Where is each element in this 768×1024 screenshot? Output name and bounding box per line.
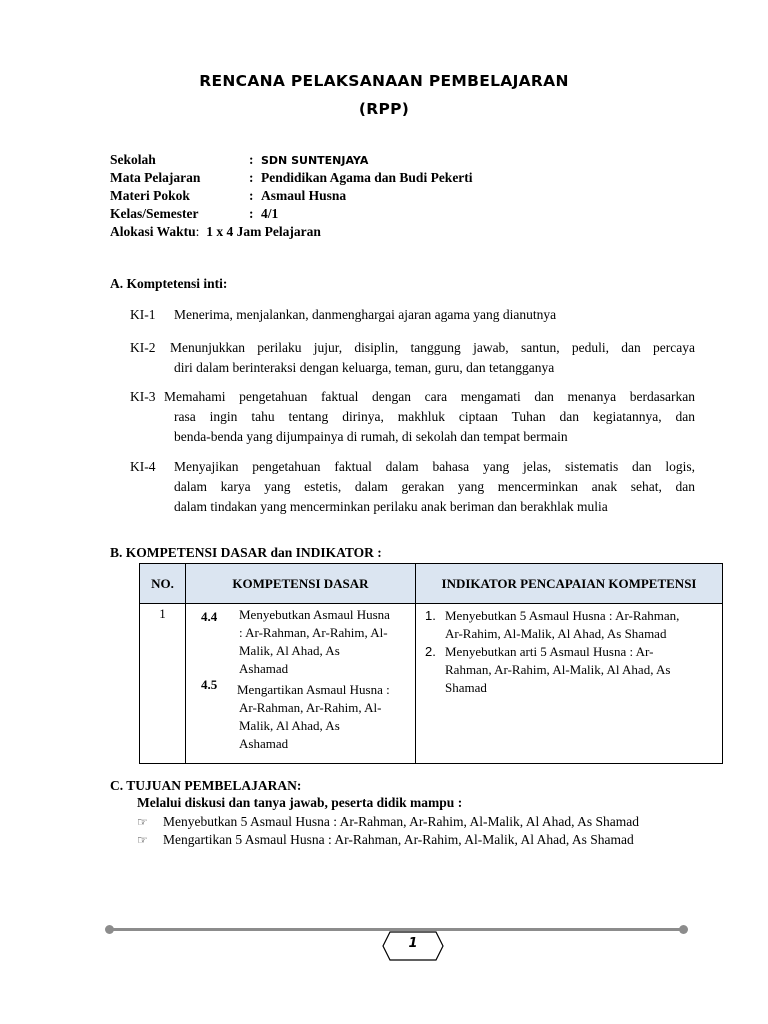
ki-4-first-line xyxy=(130,457,695,477)
ki-4-line-2: dalam karya yang estetis, dalam gerakan yang mencerminkan anak sehat, dan xyxy=(174,479,695,494)
indikator-text xyxy=(445,607,679,643)
ki-2-line-1: Menunjukkan perilaku jujur, disiplin, tanggung jawab, santun, peduli, dan percaya xyxy=(170,340,695,355)
goal-text: Mengartikan 5 Asmaul Husna : Ar-Rahman, Ar-Rahim, Al-Malik, Al Ahad, As Shamad xyxy=(163,832,634,847)
indikator-line: Rahman, Ar-Rahim, Al-Malik, Al Ahad, As xyxy=(445,662,671,677)
page-number: 1 xyxy=(408,936,418,951)
header-kompetensi-dasar: KOMPETENSI DASAR xyxy=(186,564,416,604)
list-item xyxy=(137,831,634,849)
alokasi-waktu-value: 1 x 4 Jam Pelajaran xyxy=(206,224,321,239)
alokasi-waktu-colon: : xyxy=(195,224,200,239)
sekolah-label: Sekolah xyxy=(110,152,156,167)
kd-line: Malik, Al Ahad, As xyxy=(239,718,340,733)
kelas-semester-value: 4/1 xyxy=(261,206,279,221)
sekolah-value: SDN SUNTENJAYA xyxy=(261,154,369,167)
document-title: RENCANA PELAKSANAAN PEMBELAJARAN xyxy=(199,72,569,90)
section-b-heading: B. KOMPETENSI DASAR dan INDIKATOR : xyxy=(110,545,382,560)
materi-pokok-value: Asmaul Husna xyxy=(261,188,347,203)
kd-line: Ashamad xyxy=(239,661,289,676)
kd-line: : Ar-Rahman, Ar-Rahim, Al- xyxy=(239,625,388,640)
kd-line: Menyebutkan Asmaul Husna xyxy=(239,607,390,622)
ki-2 xyxy=(130,338,695,378)
pointing-hand-icon: ☞ xyxy=(137,815,148,829)
goal-text: Menyebutkan 5 Asmaul Husna : Ar-Rahman, Ar-Rahim, Al-Malik, Al Ahad, As Shamad xyxy=(163,814,640,829)
table-header-row xyxy=(140,564,723,604)
list-item xyxy=(425,607,717,643)
mata-pelajaran-label: Mata Pelajaran xyxy=(110,170,201,185)
footer-divider-end-right xyxy=(679,925,688,934)
ki-3-line-1: Memahami pengetahuan faktual dengan cara mengamati dan menanya berdasarkan xyxy=(164,389,695,404)
alokasi-waktu-label-text: Alokasi Waktu xyxy=(110,224,196,239)
kd-item xyxy=(187,677,414,753)
kompetensi-dasar-cell xyxy=(186,604,416,764)
list-item xyxy=(137,813,639,831)
kd-line: Ashamad xyxy=(239,736,289,751)
ki-2-code: KI-2 xyxy=(130,340,156,355)
section-c-intro: Melalui diskusi dan tanya jawab, peserta didik mampu : xyxy=(137,795,463,810)
indikator-line: Shamad xyxy=(445,680,487,695)
ki-3-line-3: benda-benda yang dijumpainya di rumah, di sekolah dan tempat bermain xyxy=(174,429,568,444)
document-subtitle: (RPP) xyxy=(358,100,410,118)
indikator-list xyxy=(417,605,721,697)
ki-1-line-1: Menerima, menjalankan, danmenghargai ajaran agama yang dianutnya xyxy=(174,307,557,322)
kd-number: 4.4 xyxy=(201,609,218,624)
indikator-cell xyxy=(416,604,723,764)
sekolah-colon: : xyxy=(249,152,254,167)
kd-number: 4.5 xyxy=(201,677,218,692)
kompetensi-dasar-table xyxy=(139,563,723,764)
mata-pelajaran-colon: : xyxy=(249,170,254,185)
kd-line: Mengartikan Asmaul Husna : xyxy=(237,682,390,697)
ki-2-first-line xyxy=(130,338,695,358)
ki-1-code: KI-1 xyxy=(130,307,156,322)
kd-text xyxy=(237,681,414,753)
kd-item xyxy=(187,605,414,678)
kd-line: Ar-Rahman, Ar-Rahim, Al- xyxy=(239,700,382,715)
list-item xyxy=(425,643,717,697)
indikator-number: 1. xyxy=(425,608,436,623)
kelas-semester-colon: : xyxy=(249,206,254,221)
ki-3-line-2: rasa ingin tahu tentang dirinya, makhluk ciptaan Tuhan dan kegiatannya, dan xyxy=(174,409,695,424)
section-c-heading: C. TUJUAN PEMBELAJARAN: xyxy=(110,778,302,793)
kelas-semester-label: Kelas/Semester xyxy=(110,206,199,221)
ki-1 xyxy=(130,305,695,325)
ki-3 xyxy=(130,387,695,447)
ki-4-code: KI-4 xyxy=(130,459,156,474)
kd-line: Malik, Al Ahad, As xyxy=(239,643,340,658)
alokasi-waktu-label xyxy=(110,223,321,240)
ki-2-line-2: diri dalam berinteraksi dengan keluarga, teman, guru, dan tetangganya xyxy=(174,360,555,375)
table-row xyxy=(140,604,723,764)
materi-pokok-colon: : xyxy=(249,188,254,203)
ki-4-line-1: Menyajikan pengetahuan faktual dalam bahasa yang jelas, sistematis dan logis, xyxy=(174,459,695,474)
kd-text xyxy=(239,606,414,678)
mata-pelajaran-value: Pendidikan Agama dan Budi Pekerti xyxy=(261,170,473,185)
ki-4-line-3: dalam tindakan yang mencerminkan perilaku anak beriman dan berakhlak mulia xyxy=(174,499,608,514)
section-a-heading: A. Komptetensi inti: xyxy=(110,276,228,291)
header-no: NO. xyxy=(140,564,186,604)
materi-pokok-label: Materi Pokok xyxy=(110,188,190,203)
indikator-line: Menyebutkan arti 5 Asmaul Husna : Ar- xyxy=(445,644,654,659)
indikator-line: Ar-Rahim, Al-Malik, Al Ahad, As Shamad xyxy=(445,626,667,641)
indikator-line: Menyebutkan 5 Asmaul Husna : Ar-Rahman, xyxy=(445,608,680,623)
header-indikator: INDIKATOR PENCAPAIAN KOMPETENSI xyxy=(416,564,723,604)
page-number-badge xyxy=(382,930,444,962)
pointing-hand-icon: ☞ xyxy=(137,833,148,847)
indikator-text xyxy=(445,643,670,697)
ki-3-first-line xyxy=(130,387,695,407)
footer-divider-end-left xyxy=(105,925,114,934)
row-no: 1 xyxy=(140,604,186,764)
ki-4 xyxy=(130,457,695,517)
ki-3-code: KI-3 xyxy=(130,389,156,404)
indikator-number: 2. xyxy=(425,644,436,659)
